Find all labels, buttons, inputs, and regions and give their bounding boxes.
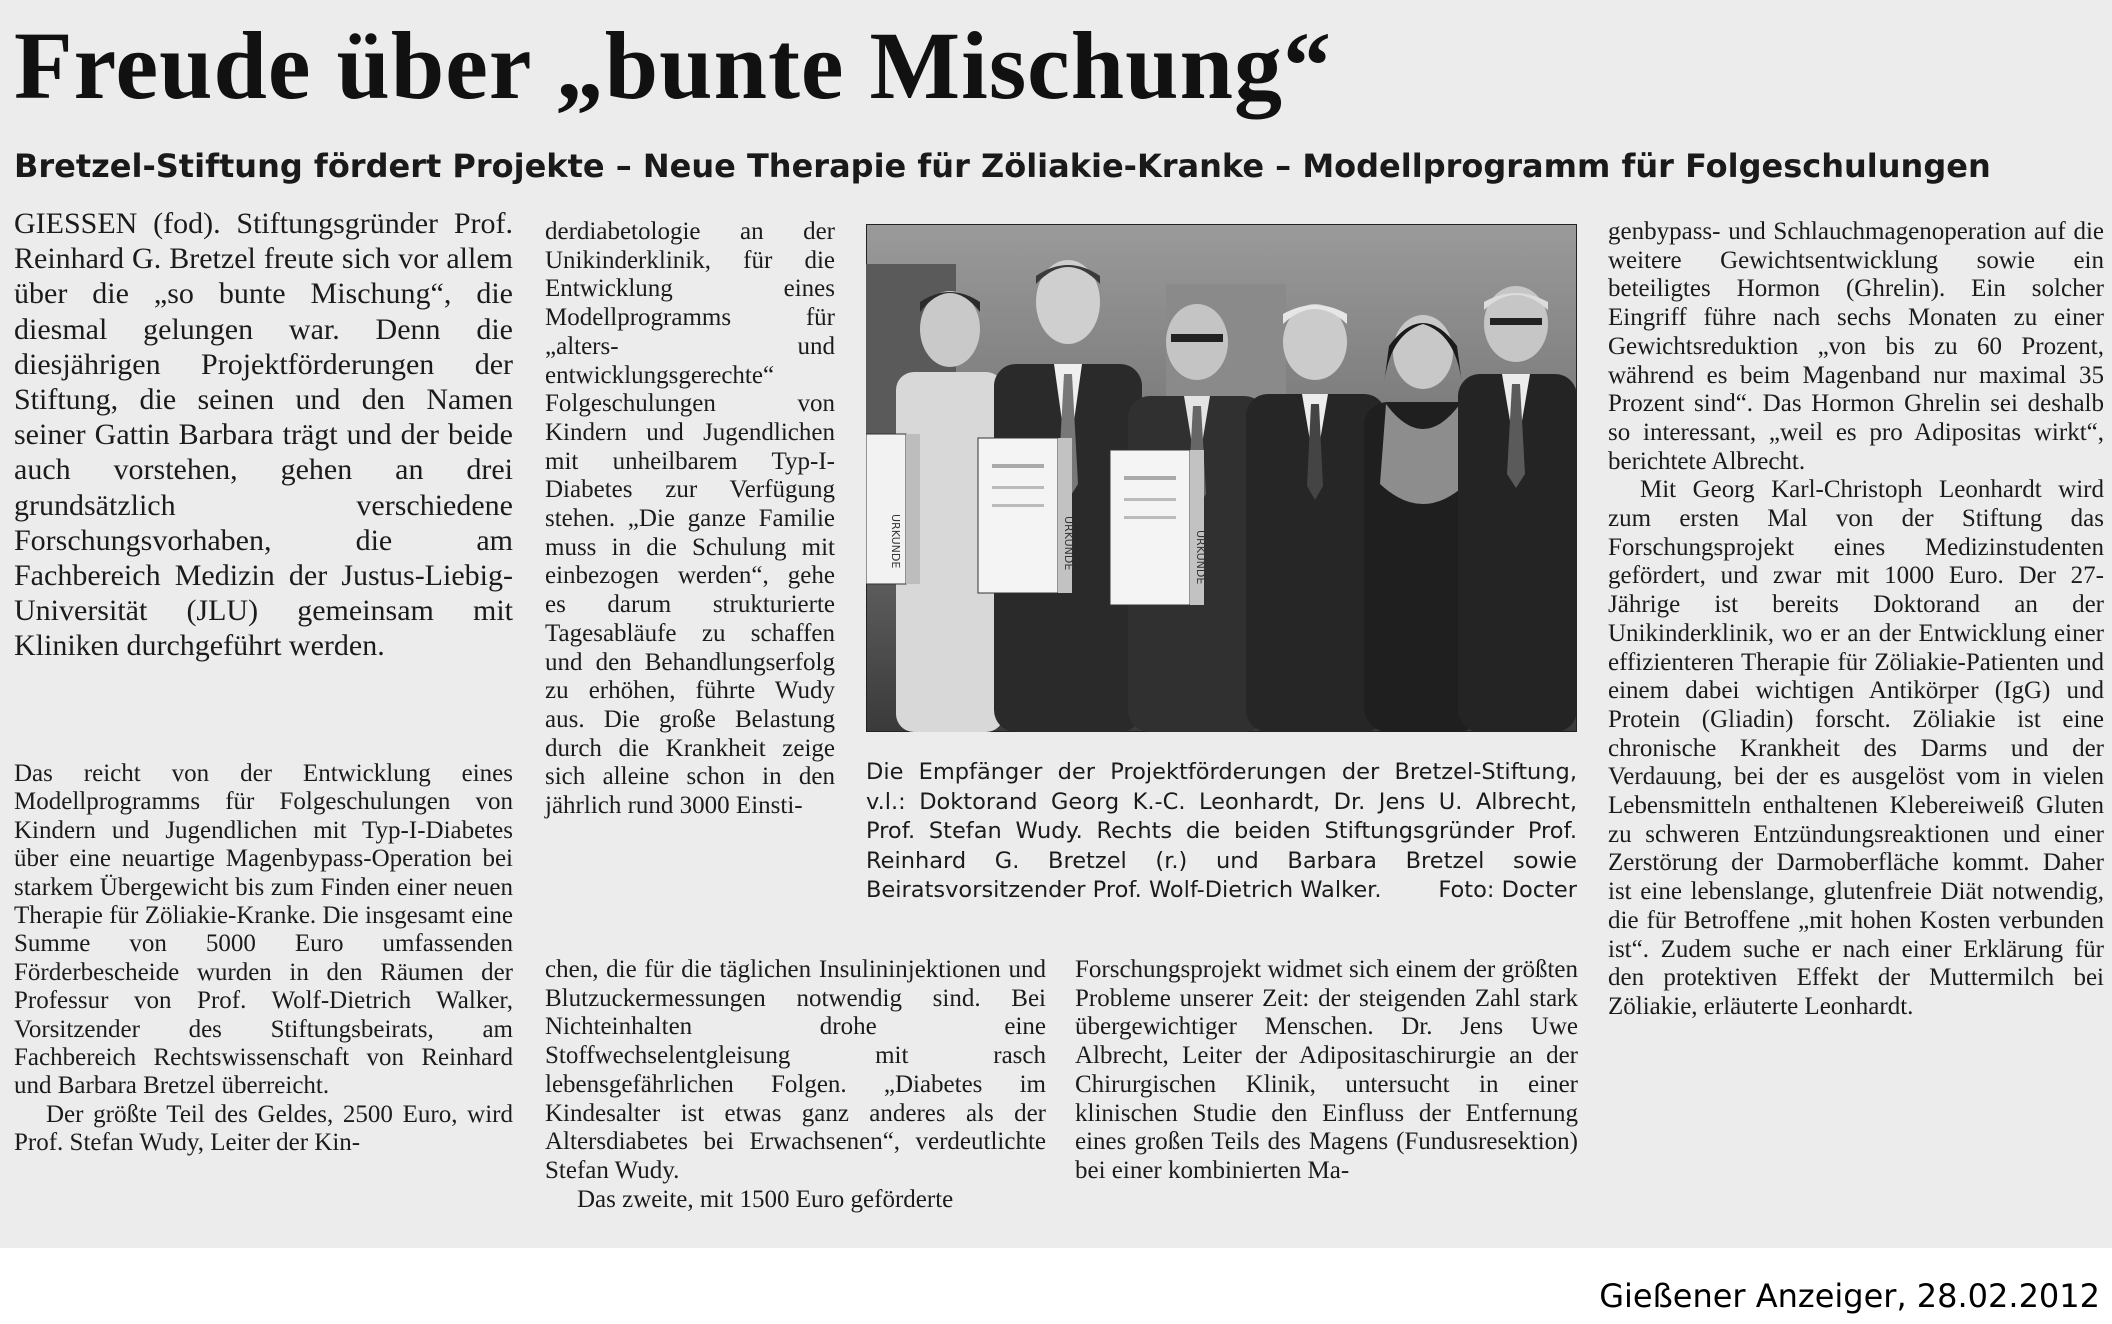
certificate <box>978 438 1075 593</box>
photo-credit: Foto: Docter <box>1438 877 1577 903</box>
photo-caption <box>866 758 1577 906</box>
article-paragraph: genbypass- und Schlauchmagenoperation auf die weitere Gewichtsentwicklung sowie ein beteiligtes Hormon (Ghrelin). Ein solcher Eingriff führe nach sechs Monaten zu einer Gewichtsreduktion „von bis zu 60 Prozent, während es beim Magenband nur maximal 35 Prozent sind“. Das Hormon Ghrelin sei deshalb so interessant, „weil es pro Adipositas wirkt“, berichtete Albrecht. <box>1608 218 2104 475</box>
article-column-1 <box>14 760 513 1158</box>
article-column-2-upper <box>545 218 835 821</box>
photo-caption-text: Die Empfänger der Projektförderungen der Bretzel-Stiftung, v.l.: Doktorand Georg K.-C. Leonhardt, Dr. Jens U. Albrecht, Prof. Stefan Wudy. Rechts die beiden Stiftungsgründer Prof. Reinhard G. Bretzel (r.) und Barbara Bretzel sowie Beiratsvorsitzender Prof. Wolf-Dietrich Walker. <box>866 759 1577 903</box>
article-paragraph: Forschungsprojekt widmet sich einem der größten Probleme unserer Zeit: der steigenden Zahl stark übergewichtiger Menschen. Dr. Jens Uwe Albrecht, Leiter der Adipositaschirurgie an der Chirurgischen Klinik, untersucht in einer klinischen Studie den Einfluss der Entfernung eines großen Teils des Magens (Fundusresektion) bei einer kombinierten Ma- <box>1075 956 1578 1184</box>
article-paragraph: derdiabetologie an der Unikinderklinik, für die Entwicklung eines Modellprogramms für „alters- und entwicklungsgerechte“ Folgeschulungen von Kindern und Jugendlichen mit unheilbarem Typ-I-Diabetes zur Verfügung stehen. „Die ganze Familie muss in die Schulung mit einbezogen werden“, gehe es darum strukturierte Tagesabläufe zu schaffen und den Behandlungserfolg zu erhöhen, führte Wudy aus. Die große Belastung durch die Krankheit zeige sich alleine schon in den jährlich rund 3000 Einsti- <box>545 218 835 820</box>
article-column-2-lower <box>545 956 1046 1214</box>
article-column-3 <box>1075 956 1578 1186</box>
certificate <box>866 434 920 584</box>
subheadline: Bretzel-Stiftung fördert Projekte – Neue Therapie für Zöliakie-Kranke – Modellprogramm für Folgeschulungen <box>14 147 1991 185</box>
certificate <box>1110 450 1207 605</box>
article-column-4 <box>1608 218 2104 1022</box>
article-paragraph: Das zweite, mit 1500 Euro geförderte <box>577 1185 954 1213</box>
headline: Freude über „bunte Mischung“ <box>14 12 1332 119</box>
certificate-label: URKUNDE <box>1062 516 1075 571</box>
group-photo <box>866 224 1577 732</box>
article-paragraph: Der größte Teil des Geldes, 2500 Euro, wird Prof. Stefan Wudy, Leiter der Kin- <box>14 1100 513 1157</box>
lead-paragraph-column <box>14 206 513 664</box>
certificate-label: URKUNDE <box>889 514 902 569</box>
source-citation: Gießener Anzeiger, 28.02.2012 <box>1599 1277 2100 1315</box>
lead-paragraph: GIESSEN (fod). Stiftungsgründer Prof. Reinhard G. Bretzel freute sich vor allem über die „so bunte Mischung“, die diesmal gelungen war. Denn die diesjährigen Projektförderungen der Stiftung, die seinen und den Namen seiner Gattin Barbara trägt und der beide auch vorstehen, gehen an drei grundsätzlich verschiedene Forschungsvorhaben, die am Fachbereich Medizin der Justus-Liebig-Universität (JLU) gemeinsam mit Kliniken durchgeführt werden. <box>14 207 513 663</box>
article-paragraph: chen, die für die täglichen Insulininjektionen und Blutzuckermessungen notwendig sind. Bei Nichteinhalten drohe eine Stoffwechselentgleisung mit rasch lebensgefährlichen Folgen. „Diabetes im Kindesalter ist etwas ganz anderes als der Altersdiabetes bei Erwachsenen“, verdeutlichte Stefan Wudy. <box>545 956 1046 1184</box>
group-photo-image <box>866 224 1577 732</box>
article-paragraph: Das reicht von der Entwicklung eines Modellprogramms für Folgeschulungen von Kindern und Jugendlichen mit Typ-I-Diabetes über eine neuartige Magenbypass-Operation bei starkem Übergewicht bis zum Finden einer neuen Therapie für Zöliakie-Kranke. Die insgesamt eine Summe von 5000 Euro umfassenden Förderbescheide wurden in den Räumen der Professur von Prof. Wolf-Dietrich Walker, Vorsitzender des Stiftungsbeirats, am Fachbereich Rechtswissenschaft von Reinhard und Barbara Bretzel überreicht. <box>14 760 513 1100</box>
certificate-label: URKUNDE <box>1194 530 1207 585</box>
article-paragraph: Mit Georg Karl-Christoph Leonhardt wird zum ersten Mal von der Stiftung das Forschungsprojekt eines Medizinstudenten gefördert, und zwar mit 1000 Euro. Der 27-Jährige ist bereits Doktorand an der Unikinderklinik, wo er an der Entwicklung einer effizienteren Therapie für Zöliakie-Patienten und einem dabei wichtigen Antikörper (IgG) und Protein (Gliadin) forscht. Zöliakie ist eine chronische Krankheit des Darms und der Verdauung, bei der es ausgelöst vom in vielen Lebensmitteln enthaltenen Klebereiweiß Gluten zu schweren Entzündungsreaktionen und einer Zerstörung der Darmoberfläche kommt. Daher ist eine lebenslange, glutenfreie Diät notwendig, die für Betroffene „mit hohen Kosten verbunden ist“. Zudem suche er nach einer Erklärung für den protektiven Effekt der Muttermilch bei Zöliakie, erläuterte Leonhardt. <box>1608 476 2104 1020</box>
